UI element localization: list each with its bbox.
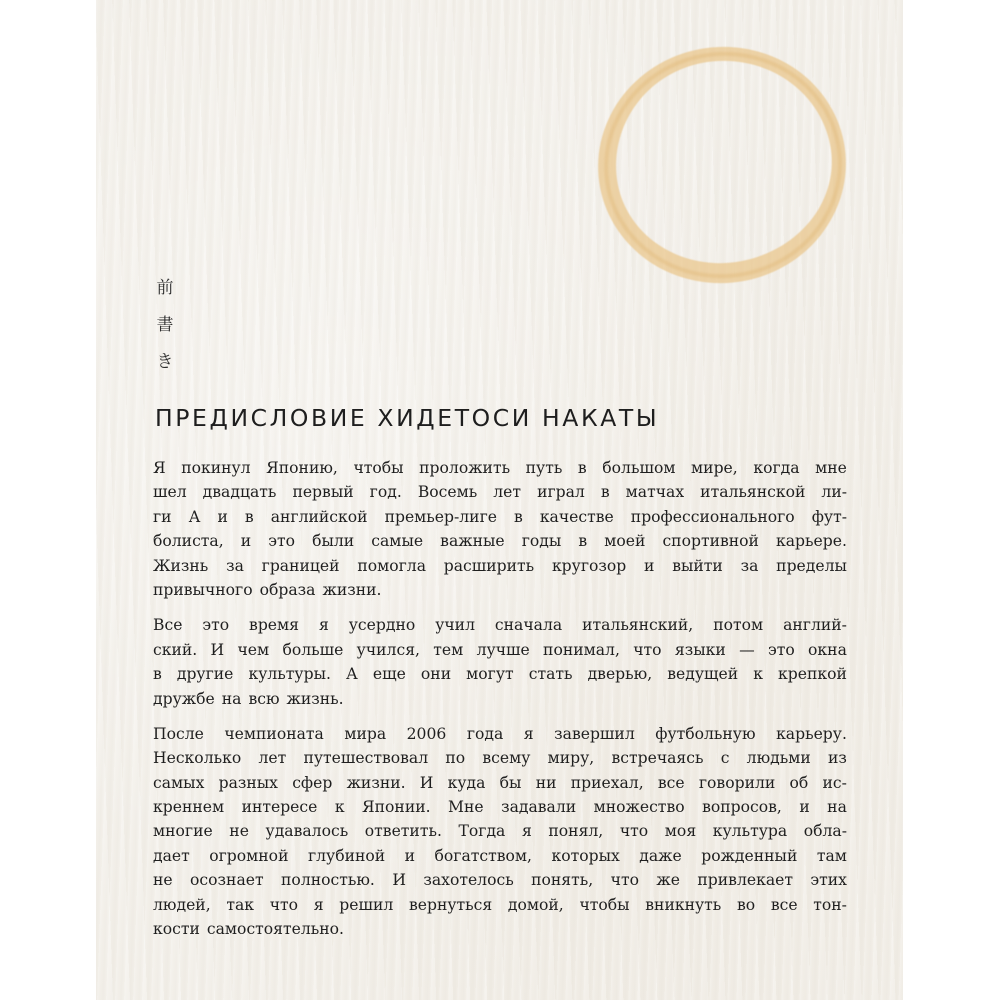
word: время (249, 616, 300, 635)
word: А (188, 507, 201, 526)
word: в (153, 665, 162, 684)
word: качестве (539, 507, 614, 526)
word: дает (153, 846, 190, 865)
word: во (736, 895, 756, 914)
word: это (767, 640, 795, 659)
word: обла- (803, 822, 847, 841)
word: проложить (419, 459, 511, 477)
word: дверью, (587, 665, 653, 684)
word: учился, (356, 640, 420, 659)
word: англий- (783, 616, 847, 635)
text-line (153, 868, 847, 892)
word: путешествовал (303, 749, 429, 768)
word: и (240, 532, 252, 551)
word: спортивной (662, 532, 759, 551)
word: больше (282, 640, 344, 659)
word: мне (815, 459, 847, 477)
word: Восемь (417, 483, 478, 502)
word: Японии. (362, 798, 431, 817)
word: языки (674, 640, 726, 659)
kanji-mae: 前 (156, 278, 174, 298)
word: и (799, 798, 810, 817)
word: чтобы (579, 895, 630, 914)
word: большом (602, 459, 676, 477)
word: глубиной (307, 846, 386, 865)
word: кругозор (551, 556, 627, 575)
word: тон- (813, 895, 847, 914)
word: Я (153, 459, 166, 477)
word: полностью. (281, 871, 375, 890)
word: могут (466, 665, 514, 684)
word: помогла (357, 556, 426, 575)
word: моя (664, 822, 697, 841)
word: границей (261, 556, 340, 575)
word: моей (604, 532, 646, 551)
kana-ki: き (156, 352, 174, 372)
word: дружбе (153, 689, 215, 708)
word: чем (237, 640, 270, 659)
text-line (153, 722, 847, 746)
text-line (153, 662, 847, 686)
word: тем (433, 640, 464, 659)
word: После (153, 724, 204, 743)
word: куда (447, 773, 486, 792)
text-line (153, 819, 847, 843)
word: встречаясь (611, 749, 704, 768)
word: в (244, 507, 254, 526)
word: лет (258, 749, 287, 768)
word: в (600, 483, 610, 502)
word: жизни. (322, 580, 382, 599)
word: бы (499, 773, 522, 792)
word: на (221, 689, 242, 708)
text-line (153, 844, 847, 868)
word: годы (521, 532, 562, 551)
word: они (420, 665, 452, 684)
word: важные (440, 532, 505, 551)
word: профессионального (630, 507, 795, 526)
word: кости (153, 920, 200, 939)
word: образа (259, 580, 316, 599)
word: итальянский, (582, 616, 694, 635)
word: мире, (691, 459, 738, 477)
word: это (268, 532, 296, 551)
word: года (466, 724, 504, 743)
word: итальянской (700, 483, 806, 502)
word: шел (153, 483, 187, 502)
word: интересе (241, 798, 318, 817)
word: миру, (547, 749, 595, 768)
word: в (577, 459, 587, 477)
word: рожденный (701, 846, 798, 865)
word: сначала (494, 616, 563, 635)
word: я (318, 616, 329, 635)
vertical-japanese-title (153, 270, 177, 381)
word: Тогда (458, 822, 506, 841)
word: которых (551, 846, 620, 865)
text-line (153, 687, 847, 711)
word: к (334, 798, 345, 817)
word: что (610, 871, 639, 890)
word: даже (639, 846, 682, 865)
word: множество (593, 798, 685, 817)
word: другие (176, 665, 234, 684)
word: мира (344, 724, 387, 743)
paragraph-3 (153, 722, 847, 942)
word: двадцать (202, 483, 277, 502)
word: Все (153, 616, 183, 635)
text-line (153, 529, 847, 553)
word: покинул (181, 459, 251, 477)
kanji-gaki: 書 (156, 315, 174, 335)
word: ли- (821, 483, 847, 502)
word: не (229, 822, 249, 841)
word: вопросов, (702, 798, 782, 817)
word: этих (810, 871, 847, 890)
word: самые (371, 532, 424, 551)
word: Несколько (153, 749, 242, 768)
text-line (153, 578, 847, 602)
word: приехал, (570, 773, 644, 792)
text-line (153, 746, 847, 770)
word: в (514, 507, 523, 526)
word: Мне (448, 798, 484, 817)
word: чтобы (353, 459, 404, 477)
word: огромной (209, 846, 289, 865)
word: И (392, 871, 406, 890)
word: я (523, 724, 534, 743)
word: домой, (507, 895, 564, 914)
word: матчах (625, 483, 685, 502)
page-heading: ПРЕДИСЛОВИЕ ХИДЕТОСИ НАКАТЫ (155, 404, 660, 432)
word: первый (292, 483, 354, 502)
word: задавали (501, 798, 577, 817)
word: 2006 (406, 724, 447, 743)
word: карьеру. (776, 724, 847, 743)
word: привычного (153, 580, 253, 599)
word: креннем (153, 798, 225, 817)
word: я (313, 895, 324, 914)
word: за (740, 556, 759, 575)
word: захотелось (423, 871, 514, 890)
text-line (153, 771, 847, 795)
word: ский. (153, 640, 198, 659)
word: решил (339, 895, 394, 914)
word: крепкой (778, 665, 847, 684)
word: я (521, 822, 532, 841)
word: сфер (292, 773, 333, 792)
word: с (720, 749, 730, 768)
word: культуры. (248, 665, 331, 684)
word: понял, (548, 822, 604, 841)
word: потом (713, 616, 764, 635)
word: понять, (531, 871, 594, 890)
word: расширить (443, 556, 535, 575)
word: что (619, 822, 649, 841)
word: фут- (811, 507, 847, 526)
word: ис- (822, 773, 847, 792)
text-line (153, 893, 847, 917)
word: об (789, 773, 809, 792)
word: многие (153, 822, 213, 841)
word: так (226, 895, 255, 914)
word: год. (369, 483, 402, 502)
word: И (419, 773, 434, 792)
word: учил (435, 616, 475, 635)
word: понимал, (543, 640, 620, 659)
paragraph-1 (153, 456, 847, 602)
word: вникнуть (645, 895, 722, 914)
word: жизнь. (286, 689, 344, 708)
word: ведущей (667, 665, 739, 684)
word: играл (537, 483, 585, 502)
word: усердно (348, 616, 416, 635)
word: по (445, 749, 466, 768)
coffee-ring-stain-edge (589, 37, 856, 294)
word: самостоятельно. (206, 920, 345, 939)
word: богатством, (434, 846, 532, 865)
word: футбольную (655, 724, 756, 743)
word: и (644, 556, 655, 575)
word: карьере. (776, 532, 847, 551)
word: еще (372, 665, 406, 684)
word: были (312, 532, 355, 551)
word: стать (528, 665, 573, 684)
word: что (633, 640, 662, 659)
word: не (153, 871, 173, 890)
text-line (153, 480, 847, 504)
word: лет (493, 483, 522, 502)
word: осознает (190, 871, 264, 890)
word: когда (753, 459, 800, 477)
word: ни (535, 773, 557, 792)
text-line (153, 456, 847, 480)
text-line (153, 638, 847, 662)
paragraph-2 (153, 613, 847, 711)
word: пределы (776, 556, 847, 575)
word: всему (482, 749, 531, 768)
word: ги (153, 507, 172, 526)
word: культура (712, 822, 788, 841)
word: путь (525, 459, 563, 477)
word: А (346, 665, 358, 684)
text-line (153, 505, 847, 529)
word: окна (808, 640, 847, 659)
word: разных (218, 773, 278, 792)
word: Японию, (266, 459, 338, 477)
text-line (153, 795, 847, 819)
word: людьми (746, 749, 811, 768)
word: всю (248, 689, 280, 708)
body-text (153, 456, 847, 952)
word: к (753, 665, 763, 684)
text-line (153, 613, 847, 637)
word: на (827, 798, 847, 817)
word: все (657, 773, 685, 792)
word: Жизнь (153, 556, 209, 575)
text-line (153, 554, 847, 578)
word: говорили (698, 773, 776, 792)
word: это (202, 616, 230, 635)
word: чемпионата (224, 724, 324, 743)
word: вернуться (408, 895, 493, 914)
word: что (269, 895, 299, 914)
word: привлекает (697, 871, 793, 890)
word: и (404, 846, 416, 865)
word: ответить. (364, 822, 442, 841)
word: все (770, 895, 798, 914)
word: людей, (153, 895, 211, 914)
word: в (578, 532, 588, 551)
word: лучше (476, 640, 530, 659)
word: выйти (672, 556, 723, 575)
word: там (816, 846, 847, 865)
word: — (739, 640, 755, 659)
text-line (153, 917, 847, 941)
word: самых (153, 773, 205, 792)
word: жизни. (346, 773, 406, 792)
word: удавалось (265, 822, 349, 841)
word: завершил (554, 724, 635, 743)
word: премьер-лиге (384, 507, 497, 526)
word: И (210, 640, 225, 659)
word: болиста, (153, 532, 224, 551)
word: и (217, 507, 228, 526)
word: из (828, 749, 847, 768)
word: английской (270, 507, 368, 526)
word: за (226, 556, 244, 575)
word: же (656, 871, 680, 890)
